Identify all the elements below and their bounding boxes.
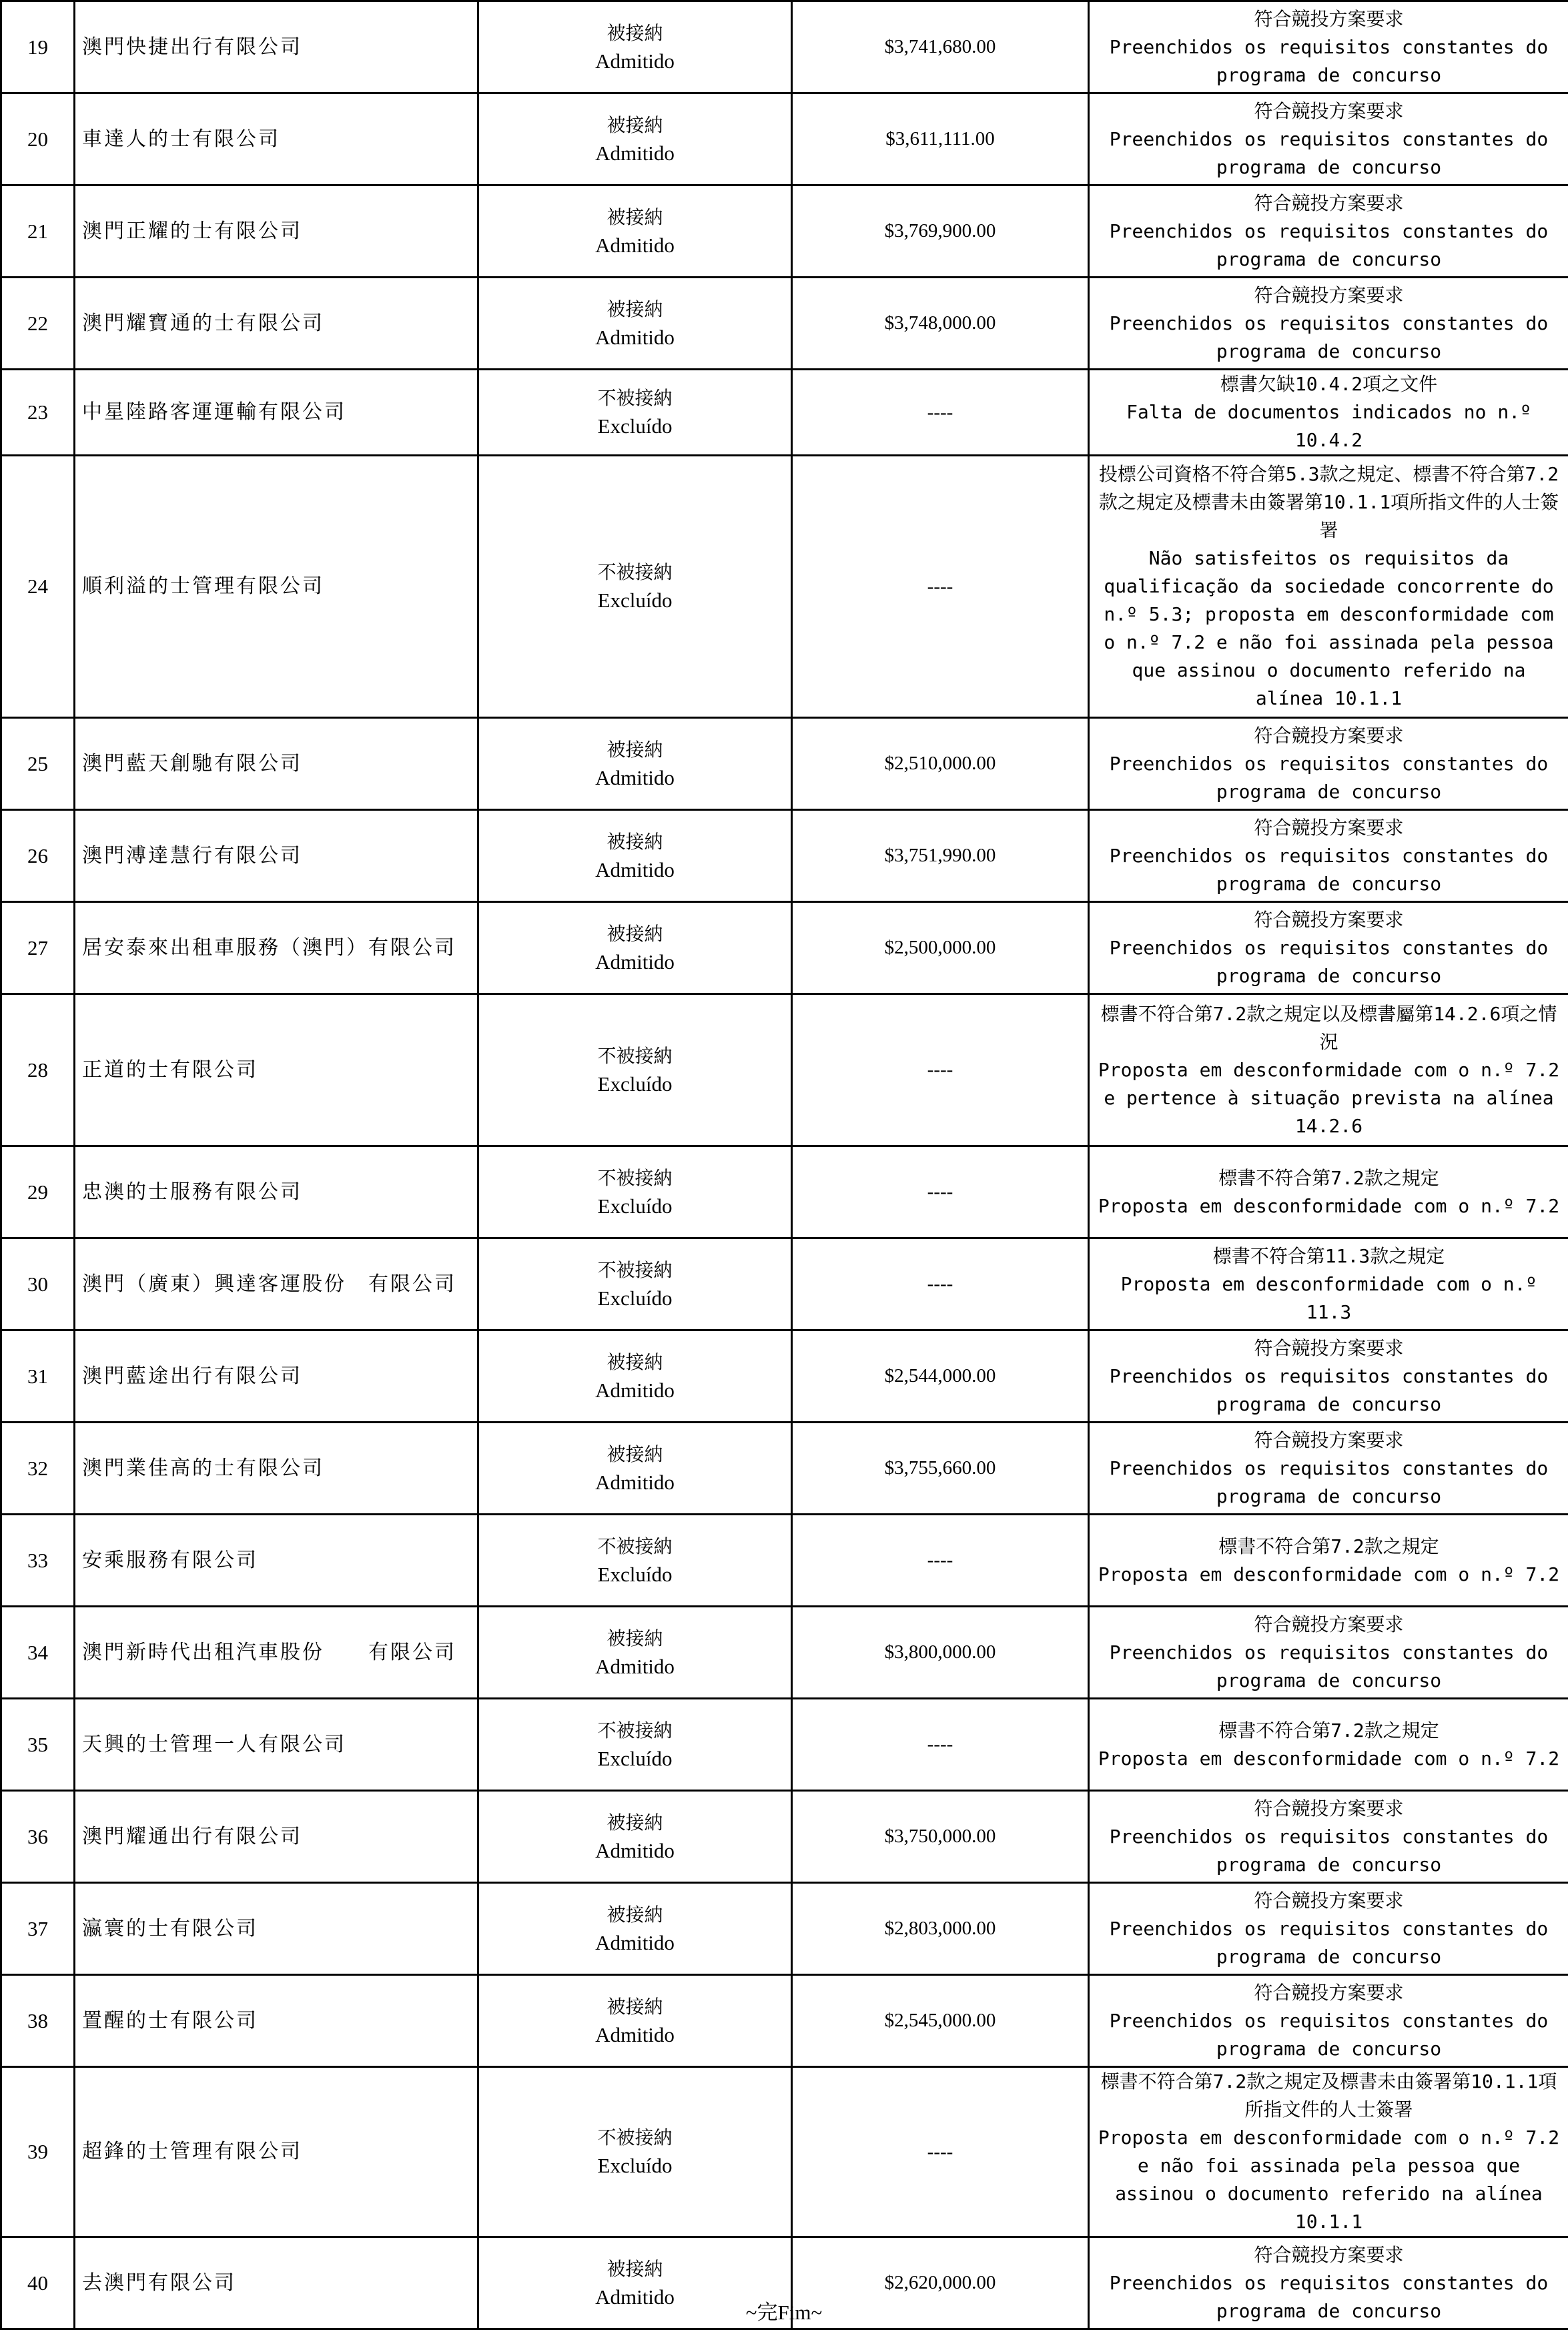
company-name: 澳門溥達慧行有限公司 bbox=[75, 810, 478, 902]
remark-chinese: 標書不符合第11.3款之規定 bbox=[1212, 1244, 1445, 1267]
company-name: 安乘服務有限公司 bbox=[75, 1515, 478, 1607]
table-row bbox=[1, 994, 1568, 1146]
row-number: 33 bbox=[1, 1515, 75, 1607]
remark-portuguese: Preenchidos os requisitos constantes do programa de concurso bbox=[1109, 1825, 1549, 1876]
remarks bbox=[1089, 185, 1568, 278]
admission-status bbox=[478, 1330, 792, 1423]
row-number: 39 bbox=[1, 2067, 75, 2237]
status-chinese: 不被接納 bbox=[597, 2126, 673, 2148]
remarks bbox=[1089, 456, 1568, 718]
remarks bbox=[1089, 370, 1568, 456]
bid-amount: ---- bbox=[792, 456, 1089, 718]
admission-status bbox=[478, 1791, 792, 1883]
bid-amount: ---- bbox=[792, 1146, 1089, 1238]
remarks bbox=[1089, 1607, 1568, 1699]
bid-amount: $2,803,000.00 bbox=[792, 1883, 1089, 1975]
remark-portuguese: Preenchidos os requisitos constantes do programa de concurso bbox=[1109, 1457, 1549, 1507]
remarks bbox=[1089, 1, 1568, 93]
row-number: 19 bbox=[1, 1, 75, 93]
admission-status bbox=[478, 1515, 792, 1607]
row-number: 29 bbox=[1, 1146, 75, 1238]
remark-chinese: 標書不符合第7.2款之規定以及標書屬第14.2.6項之情況 bbox=[1100, 1002, 1557, 1053]
remark-chinese: 投標公司資格不符合第5.3款之規定、標書不符合第7.2款之規定及標書未由簽署第10.1.1項所指文件的人士簽署 bbox=[1098, 463, 1559, 541]
company-name: 澳門業佳高的士有限公司 bbox=[75, 1423, 478, 1515]
company-name: 瀛寰的士有限公司 bbox=[75, 1883, 478, 1975]
company-name: 澳門正耀的士有限公司 bbox=[75, 185, 478, 278]
status-chinese: 被接納 bbox=[607, 113, 663, 136]
status-chinese: 不被接納 bbox=[597, 561, 673, 583]
company-name: 澳門耀寶通的士有限公司 bbox=[75, 278, 478, 370]
company-name: 順利溢的士管理有限公司 bbox=[75, 456, 478, 718]
table-row bbox=[1, 1423, 1568, 1515]
status-portuguese: Excluído bbox=[597, 414, 673, 438]
status-chinese: 不被接納 bbox=[597, 1044, 673, 1067]
status-portuguese: Admitido bbox=[595, 141, 675, 165]
admission-status bbox=[478, 1699, 792, 1791]
status-chinese: 被接納 bbox=[607, 738, 663, 761]
remark-portuguese: Preenchidos os requisitos constantes do programa de concurso bbox=[1109, 1364, 1549, 1415]
remark-portuguese: Preenchidos os requisitos constantes do programa de concurso bbox=[1109, 936, 1549, 987]
bid-amount: $2,545,000.00 bbox=[792, 1975, 1089, 2067]
remark-portuguese: Proposta em desconformidade com o n.º 7.2 e não foi assinada pela pessoa que assinou o documento referido na alínea 10.1.1 bbox=[1098, 2126, 1560, 2233]
status-portuguese: Excluído bbox=[597, 1562, 673, 1586]
row-number: 37 bbox=[1, 1883, 75, 1975]
remark-chinese: 標書不符合第7.2款之規定及標書未由簽署第10.1.1項所指文件的人士簽署 bbox=[1100, 2070, 1557, 2120]
admission-status bbox=[478, 370, 792, 456]
table-row bbox=[1, 902, 1568, 994]
remark-chinese: 符合競投方案要求 bbox=[1254, 1981, 1404, 2004]
company-name: 天興的士管理一人有限公司 bbox=[75, 1699, 478, 1791]
remark-portuguese: Preenchidos os requisitos constantes do programa de concurso bbox=[1109, 127, 1549, 178]
remarks bbox=[1089, 1146, 1568, 1238]
table-row bbox=[1, 1883, 1568, 1975]
status-portuguese: Excluído bbox=[597, 1286, 673, 1310]
remarks bbox=[1089, 278, 1568, 370]
bid-amount: ---- bbox=[792, 1238, 1089, 1330]
status-chinese: 被接納 bbox=[607, 922, 663, 945]
remarks bbox=[1089, 1791, 1568, 1883]
company-name: 去澳門有限公司 bbox=[75, 2237, 478, 2329]
remark-chinese: 符合競投方案要求 bbox=[1254, 2243, 1404, 2266]
status-portuguese: Admitido bbox=[595, 765, 675, 789]
remark-portuguese: Não satisfeitos os requisitos da qualificação da sociedade concorrente do n.º 5.3; proposta em desconformidade com o n.º 7.2 e não foi assinada pela pessoa que assinou o documento referido na alínea 10.1.1 bbox=[1104, 547, 1554, 709]
table-row bbox=[1, 456, 1568, 718]
remark-chinese: 符合競投方案要求 bbox=[1254, 724, 1404, 747]
admission-status bbox=[478, 1423, 792, 1515]
admission-status bbox=[478, 902, 792, 994]
remark-chinese: 符合競投方案要求 bbox=[1254, 1797, 1404, 1820]
status-portuguese: Admitido bbox=[595, 1930, 675, 1954]
company-name: 車達人的士有限公司 bbox=[75, 93, 478, 185]
remark-portuguese: Preenchidos os requisitos constantes do programa de concurso bbox=[1109, 2009, 1549, 2060]
remarks bbox=[1089, 93, 1568, 185]
remark-portuguese: Preenchidos os requisitos constantes do programa de concurso bbox=[1109, 312, 1549, 362]
row-number: 34 bbox=[1, 1607, 75, 1699]
table-row bbox=[1, 718, 1568, 810]
remarks bbox=[1089, 1975, 1568, 2067]
bid-amount: $3,800,000.00 bbox=[792, 1607, 1089, 1699]
status-portuguese: Excluído bbox=[597, 1746, 673, 1770]
remark-portuguese: Preenchidos os requisitos constantes do programa de concurso bbox=[1109, 2271, 1549, 2322]
remark-chinese: 標書不符合第7.2款之規定 bbox=[1218, 1719, 1439, 1741]
bid-amount: $3,750,000.00 bbox=[792, 1791, 1089, 1883]
status-portuguese: Admitido bbox=[595, 49, 675, 73]
row-number: 28 bbox=[1, 994, 75, 1146]
company-name: 超鋒的士管理有限公司 bbox=[75, 2067, 478, 2237]
company-name: 澳門藍天創馳有限公司 bbox=[75, 718, 478, 810]
company-name: 居安泰來出租車服務（澳門）有限公司 bbox=[75, 902, 478, 994]
remark-portuguese: Proposta em desconformidade com o n.º 11.3 bbox=[1120, 1272, 1537, 1323]
remark-chinese: 符合競投方案要求 bbox=[1254, 99, 1404, 122]
table-row bbox=[1, 1238, 1568, 1330]
admission-status bbox=[478, 1883, 792, 1975]
bid-amount: $3,755,660.00 bbox=[792, 1423, 1089, 1515]
row-number: 35 bbox=[1, 1699, 75, 1791]
remarks bbox=[1089, 718, 1568, 810]
remark-chinese: 標書欠缺10.4.2項之文件 bbox=[1220, 373, 1438, 395]
table-row bbox=[1, 185, 1568, 278]
remark-portuguese: Preenchidos os requisitos constantes do programa de concurso bbox=[1109, 35, 1549, 86]
bid-amount: $2,500,000.00 bbox=[792, 902, 1089, 994]
status-chinese: 被接納 bbox=[607, 830, 663, 853]
status-chinese: 不被接納 bbox=[597, 1166, 673, 1189]
table-row bbox=[1, 1, 1568, 93]
company-name: 澳門快捷出行有限公司 bbox=[75, 1, 478, 93]
status-portuguese: Admitido bbox=[595, 325, 675, 349]
status-portuguese: Excluído bbox=[597, 1072, 673, 1096]
bid-amount: ---- bbox=[792, 1515, 1089, 1607]
remark-chinese: 符合競投方案要求 bbox=[1254, 908, 1404, 931]
remark-chinese: 符合競投方案要求 bbox=[1254, 1613, 1404, 1635]
company-name: 澳門（廣東）興達客運股份 有限公司 bbox=[75, 1238, 478, 1330]
table-row bbox=[1, 1699, 1568, 1791]
admission-status bbox=[478, 718, 792, 810]
table-row bbox=[1, 1146, 1568, 1238]
row-number: 32 bbox=[1, 1423, 75, 1515]
admission-status bbox=[478, 1238, 792, 1330]
status-portuguese: Admitido bbox=[595, 1378, 675, 1402]
remark-portuguese: Preenchidos os requisitos constantes do programa de concurso bbox=[1109, 1641, 1549, 1691]
row-number: 31 bbox=[1, 1330, 75, 1423]
admission-status bbox=[478, 93, 792, 185]
company-name: 正道的士有限公司 bbox=[75, 994, 478, 1146]
remarks bbox=[1089, 902, 1568, 994]
status-chinese: 不被接納 bbox=[597, 387, 673, 409]
table-row bbox=[1, 1607, 1568, 1699]
remarks bbox=[1089, 1423, 1568, 1515]
table-row bbox=[1, 2067, 1568, 2237]
remarks bbox=[1089, 2067, 1568, 2237]
remark-portuguese: Proposta em desconformidade com o n.º 7.2 bbox=[1098, 1747, 1560, 1770]
bid-amount: ---- bbox=[792, 994, 1089, 1146]
admission-status bbox=[478, 1975, 792, 2067]
status-chinese: 被接納 bbox=[607, 1903, 663, 1926]
admission-status bbox=[478, 456, 792, 718]
row-number: 27 bbox=[1, 902, 75, 994]
table-row bbox=[1, 370, 1568, 456]
row-number: 24 bbox=[1, 456, 75, 718]
remarks bbox=[1089, 1515, 1568, 1607]
status-chinese: 不被接納 bbox=[597, 1535, 673, 1557]
remark-portuguese: Falta de documentos indicados no n.º 10.4.2 bbox=[1126, 401, 1531, 451]
remarks bbox=[1089, 1699, 1568, 1791]
remark-chinese: 符合競投方案要求 bbox=[1254, 1429, 1404, 1451]
bid-amount: $2,620,000.00 bbox=[792, 2237, 1089, 2329]
remark-chinese: 標書不符合第7.2款之規定 bbox=[1218, 1166, 1439, 1189]
row-number: 25 bbox=[1, 718, 75, 810]
status-portuguese: Admitido bbox=[595, 1654, 675, 1678]
status-portuguese: Admitido bbox=[595, 2285, 675, 2309]
status-chinese: 被接納 bbox=[607, 1443, 663, 1465]
status-chinese: 被接納 bbox=[607, 1811, 663, 1834]
remark-portuguese: Preenchidos os requisitos constantes do programa de concurso bbox=[1109, 752, 1549, 803]
status-portuguese: Admitido bbox=[595, 233, 675, 257]
remarks bbox=[1089, 1238, 1568, 1330]
bid-amount: ---- bbox=[792, 2067, 1089, 2237]
table-row bbox=[1, 1975, 1568, 2067]
status-chinese: 不被接納 bbox=[597, 1258, 673, 1281]
remarks bbox=[1089, 994, 1568, 1146]
remark-chinese: 符合競投方案要求 bbox=[1254, 191, 1404, 214]
status-portuguese: Excluído bbox=[597, 2154, 673, 2177]
company-name: 澳門新時代出租汽車股份 有限公司 bbox=[75, 1607, 478, 1699]
status-chinese: 不被接納 bbox=[597, 1719, 673, 1741]
table-row bbox=[1, 93, 1568, 185]
status-chinese: 被接納 bbox=[607, 1350, 663, 1373]
admission-status bbox=[478, 810, 792, 902]
remark-portuguese: Proposta em desconformidade com o n.º 7.2 e pertence à situação prevista na alínea 14.2.6 bbox=[1098, 1058, 1560, 1137]
admission-status bbox=[478, 278, 792, 370]
bid-amount: ---- bbox=[792, 370, 1089, 456]
bid-amount: $3,751,990.00 bbox=[792, 810, 1089, 902]
remark-portuguese: Preenchidos os requisitos constantes do programa de concurso bbox=[1109, 1917, 1549, 1968]
remark-portuguese: Preenchidos os requisitos constantes do programa de concurso bbox=[1109, 844, 1549, 895]
status-portuguese: Excluído bbox=[597, 589, 673, 612]
status-chinese: 被接納 bbox=[607, 1627, 663, 1649]
remark-chinese: 符合競投方案要求 bbox=[1254, 1889, 1404, 1912]
remark-chinese: 標書不符合第7.2款之規定 bbox=[1218, 1535, 1439, 1557]
bid-amount: ---- bbox=[792, 1699, 1089, 1791]
status-portuguese: Admitido bbox=[595, 857, 675, 881]
table-row bbox=[1, 278, 1568, 370]
table-row bbox=[1, 1515, 1568, 1607]
status-chinese: 被接納 bbox=[607, 206, 663, 228]
company-name: 忠澳的士服務有限公司 bbox=[75, 1146, 478, 1238]
remark-chinese: 符合競投方案要求 bbox=[1254, 816, 1404, 839]
company-name: 澳門藍途出行有限公司 bbox=[75, 1330, 478, 1423]
status-portuguese: Excluído bbox=[597, 1194, 673, 1218]
bid-amount: $3,741,680.00 bbox=[792, 1, 1089, 93]
table-row bbox=[1, 1330, 1568, 1423]
remark-chinese: 符合競投方案要求 bbox=[1254, 7, 1404, 30]
document-footer: ~完Fim~ bbox=[745, 2301, 823, 2324]
status-portuguese: Admitido bbox=[595, 949, 675, 973]
row-number: 38 bbox=[1, 1975, 75, 2067]
company-name: 中星陸路客運運輸有限公司 bbox=[75, 370, 478, 456]
admission-status bbox=[478, 1146, 792, 1238]
status-portuguese: Admitido bbox=[595, 1838, 675, 1862]
row-number: 30 bbox=[1, 1238, 75, 1330]
table-row bbox=[1, 1791, 1568, 1883]
row-number: 22 bbox=[1, 278, 75, 370]
row-number: 26 bbox=[1, 810, 75, 902]
bid-amount: $3,769,900.00 bbox=[792, 185, 1089, 278]
row-number: 36 bbox=[1, 1791, 75, 1883]
company-name: 置醒的士有限公司 bbox=[75, 1975, 478, 2067]
row-number: 20 bbox=[1, 93, 75, 185]
admission-status bbox=[478, 994, 792, 1146]
remark-portuguese: Preenchidos os requisitos constantes do programa de concurso bbox=[1109, 220, 1549, 270]
row-number: 21 bbox=[1, 185, 75, 278]
remarks bbox=[1089, 1883, 1568, 1975]
row-number: 40 bbox=[1, 2237, 75, 2329]
status-chinese: 被接納 bbox=[607, 21, 663, 44]
bid-amount: $3,611,111.00 bbox=[792, 93, 1089, 185]
bid-amount: $3,748,000.00 bbox=[792, 278, 1089, 370]
admission-status bbox=[478, 1, 792, 93]
status-portuguese: Admitido bbox=[595, 1470, 675, 1494]
status-chinese: 被接納 bbox=[607, 2257, 663, 2280]
remarks bbox=[1089, 1330, 1568, 1423]
admission-status bbox=[478, 2067, 792, 2237]
status-portuguese: Admitido bbox=[595, 2022, 675, 2046]
table-body bbox=[1, 1, 1568, 2329]
remark-portuguese: Proposta em desconformidade com o n.º 7.2 bbox=[1098, 1194, 1560, 1217]
admission-status bbox=[478, 185, 792, 278]
remark-portuguese: Proposta em desconformidade com o n.º 7.2 bbox=[1098, 1563, 1560, 1585]
remark-chinese: 符合競投方案要求 bbox=[1254, 284, 1404, 306]
admission-status bbox=[478, 1607, 792, 1699]
status-chinese: 被接納 bbox=[607, 1995, 663, 2018]
row-number: 23 bbox=[1, 370, 75, 456]
bid-amount: $2,510,000.00 bbox=[792, 718, 1089, 810]
company-name: 澳門耀通出行有限公司 bbox=[75, 1791, 478, 1883]
status-chinese: 被接納 bbox=[607, 298, 663, 320]
table-row bbox=[1, 810, 1568, 902]
bid-amount: $2,544,000.00 bbox=[792, 1330, 1089, 1423]
remark-chinese: 符合競投方案要求 bbox=[1254, 1336, 1404, 1359]
remarks bbox=[1089, 810, 1568, 902]
